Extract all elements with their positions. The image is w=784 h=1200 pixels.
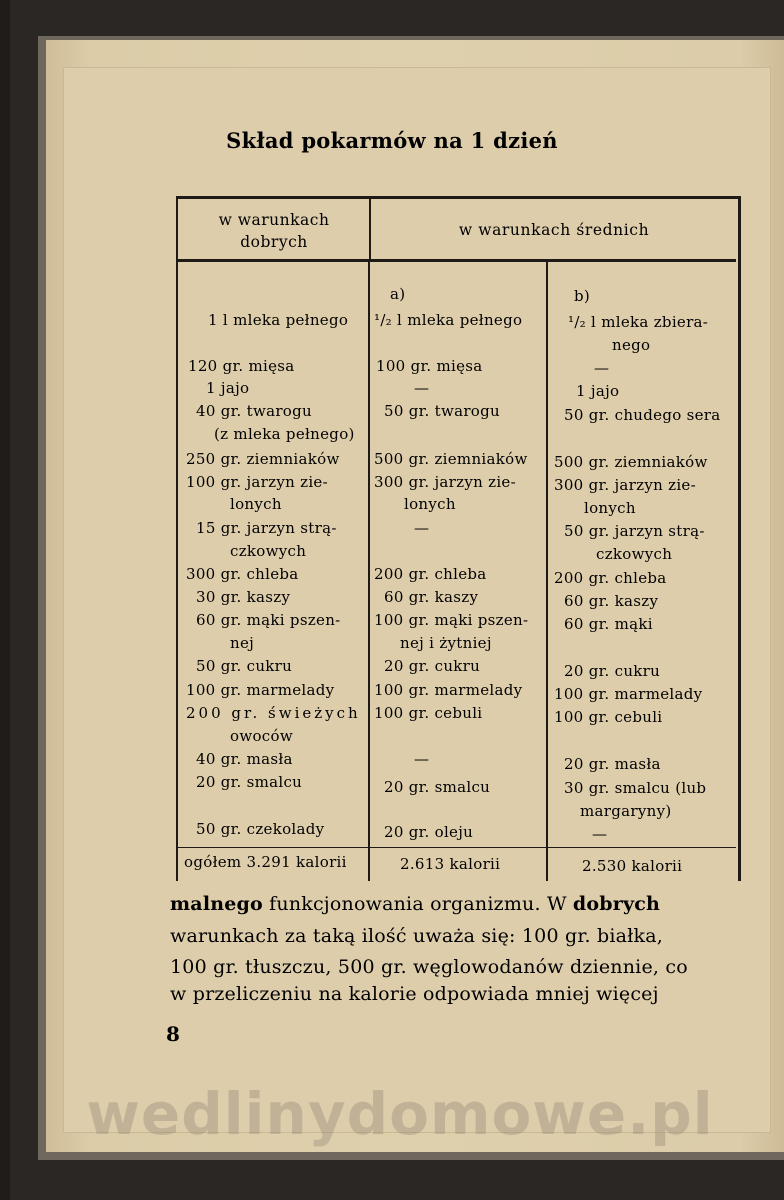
col1-item: lonych (230, 495, 282, 513)
col3-item: 200 gr. chleba (554, 569, 667, 587)
header-good-line1: w warunkach (218, 211, 330, 229)
col2-item: 100 gr. mąki pszen- (374, 611, 529, 629)
column-divider-2 (546, 262, 548, 881)
col2-item: 100 gr. cebuli (374, 704, 483, 722)
col2-item: 100 gr. mięsa (376, 357, 483, 375)
body-line-3: 100 gr. tłuszczu, 500 gr. węglowodanów dziennie, co (170, 956, 688, 978)
food-composition-table (176, 196, 741, 881)
col3-item: margaryny) (580, 802, 672, 820)
col3-item: 1 jajo (576, 382, 620, 400)
header-good-line2: dobrych (240, 233, 308, 251)
col1-item: 50 gr. czekolady (196, 820, 325, 838)
col1-item: 100 gr. marmelady (186, 681, 335, 699)
col2-item: nej i żytniej (400, 634, 492, 652)
col3-item: 20 gr. masła (564, 755, 661, 773)
col3-item: 100 gr. cebuli (554, 708, 663, 726)
col3-item: 500 gr. ziemniaków (554, 453, 708, 471)
book-spine-edge (0, 0, 10, 1200)
col1-item: 120 gr. mięsa (188, 357, 295, 375)
subheader-a: a) (390, 285, 406, 303)
col1-item: 40 gr. masła (196, 750, 293, 768)
col1-item: 300 gr. chleba (186, 565, 299, 583)
col2-item: 60 gr. kaszy (384, 588, 479, 606)
col2-item: 100 gr. marmelady (374, 681, 523, 699)
col3-item: 100 gr. marmelady (554, 685, 703, 703)
col2-item: 20 gr. oleju (384, 823, 474, 841)
col2-item: 300 gr. jarzyn zie- (374, 473, 516, 491)
col1-item: 15 gr. jarzyn strą- (196, 519, 337, 537)
col3-item: 50 gr. jarzyn strą- (564, 522, 705, 540)
col1-item: czkowych (230, 542, 307, 560)
col3-item: 300 gr. jarzyn zie- (554, 476, 696, 494)
col3-item: 60 gr. kaszy (564, 592, 659, 610)
col2-item: lonych (404, 495, 456, 513)
header-rule (178, 259, 736, 262)
col3-item: — (592, 825, 608, 843)
col2-item: 20 gr. smalcu (384, 778, 491, 796)
col1-item: nej (230, 634, 255, 652)
col2-item: 200 gr. chleba (374, 565, 487, 583)
col3-item: nego (612, 336, 651, 354)
col3-item: 20 gr. cukru (564, 662, 661, 680)
total-good: ogółem 3.291 kalorii (184, 853, 347, 871)
header-divider (369, 199, 371, 261)
header-good-conditions (178, 209, 370, 253)
total-avg-a: 2.613 kalorii (400, 855, 501, 873)
col2-item: 500 gr. ziemniaków (374, 450, 528, 468)
col2-item: 50 gr. twarogu (384, 402, 500, 420)
col1-item: 1 l mleka pełnego (208, 311, 349, 329)
col1-item: 40 gr. twarogu (196, 402, 312, 420)
col1-item: 100 gr. jarzyn zie- (186, 473, 328, 491)
col1-item: 60 gr. mąki pszen- (196, 611, 341, 629)
totals-rule (178, 847, 736, 848)
col1-item: 200 gr. świeżych (186, 704, 361, 722)
col2-item: — (414, 519, 430, 537)
col3-item: lonych (584, 499, 636, 517)
body-line-1 (170, 888, 726, 920)
col1-item: 30 gr. kaszy (196, 588, 291, 606)
col2-item: — (414, 750, 430, 768)
page-number: 8 (166, 1022, 180, 1046)
body-line-1-mid: funkcjonowania organizmu. W (262, 893, 573, 915)
body-line-4: w przeliczeniu na kalorie odpowiada mniej więcej (170, 983, 659, 1005)
header-average-conditions: w warunkach średnich (458, 221, 650, 239)
col3-item: 60 gr. mąki (564, 615, 653, 633)
body-bold-1: malnego (170, 893, 263, 915)
total-avg-b: 2.530 kalorii (582, 857, 683, 875)
col3-item: czkowych (596, 545, 673, 563)
subheader-b: b) (574, 287, 591, 305)
col2-item: ¹/₂ l mleka pełnego (374, 311, 523, 329)
col3-item: — (594, 359, 610, 377)
col1-item: 50 gr. cukru (196, 657, 293, 675)
col3-item: 30 gr. smalcu (lub (564, 779, 707, 797)
page-title: Skład pokarmów na 1 dzień (226, 128, 558, 153)
column-divider-1 (368, 262, 370, 881)
col1-item: 20 gr. smalcu (196, 773, 303, 791)
col1-item: 1 jajo (206, 379, 250, 397)
col3-item: ¹/₂ l mleka zbiera- (568, 313, 709, 331)
col1-item: 250 gr. ziemniaków (186, 450, 340, 468)
col1-item: owoców (230, 727, 293, 745)
col1-item: (z mleka pełnego) (214, 425, 355, 443)
watermark: wedlinydomowe.pl (86, 1080, 714, 1148)
col2-item: — (414, 379, 430, 397)
body-bold-2: dobrych (572, 893, 660, 915)
body-line-2: warunkach za taką ilość uważa się: 100 gr. białka, (170, 925, 664, 947)
col2-item: 20 gr. cukru (384, 657, 481, 675)
col3-item: 50 gr. chudego sera (564, 406, 721, 424)
